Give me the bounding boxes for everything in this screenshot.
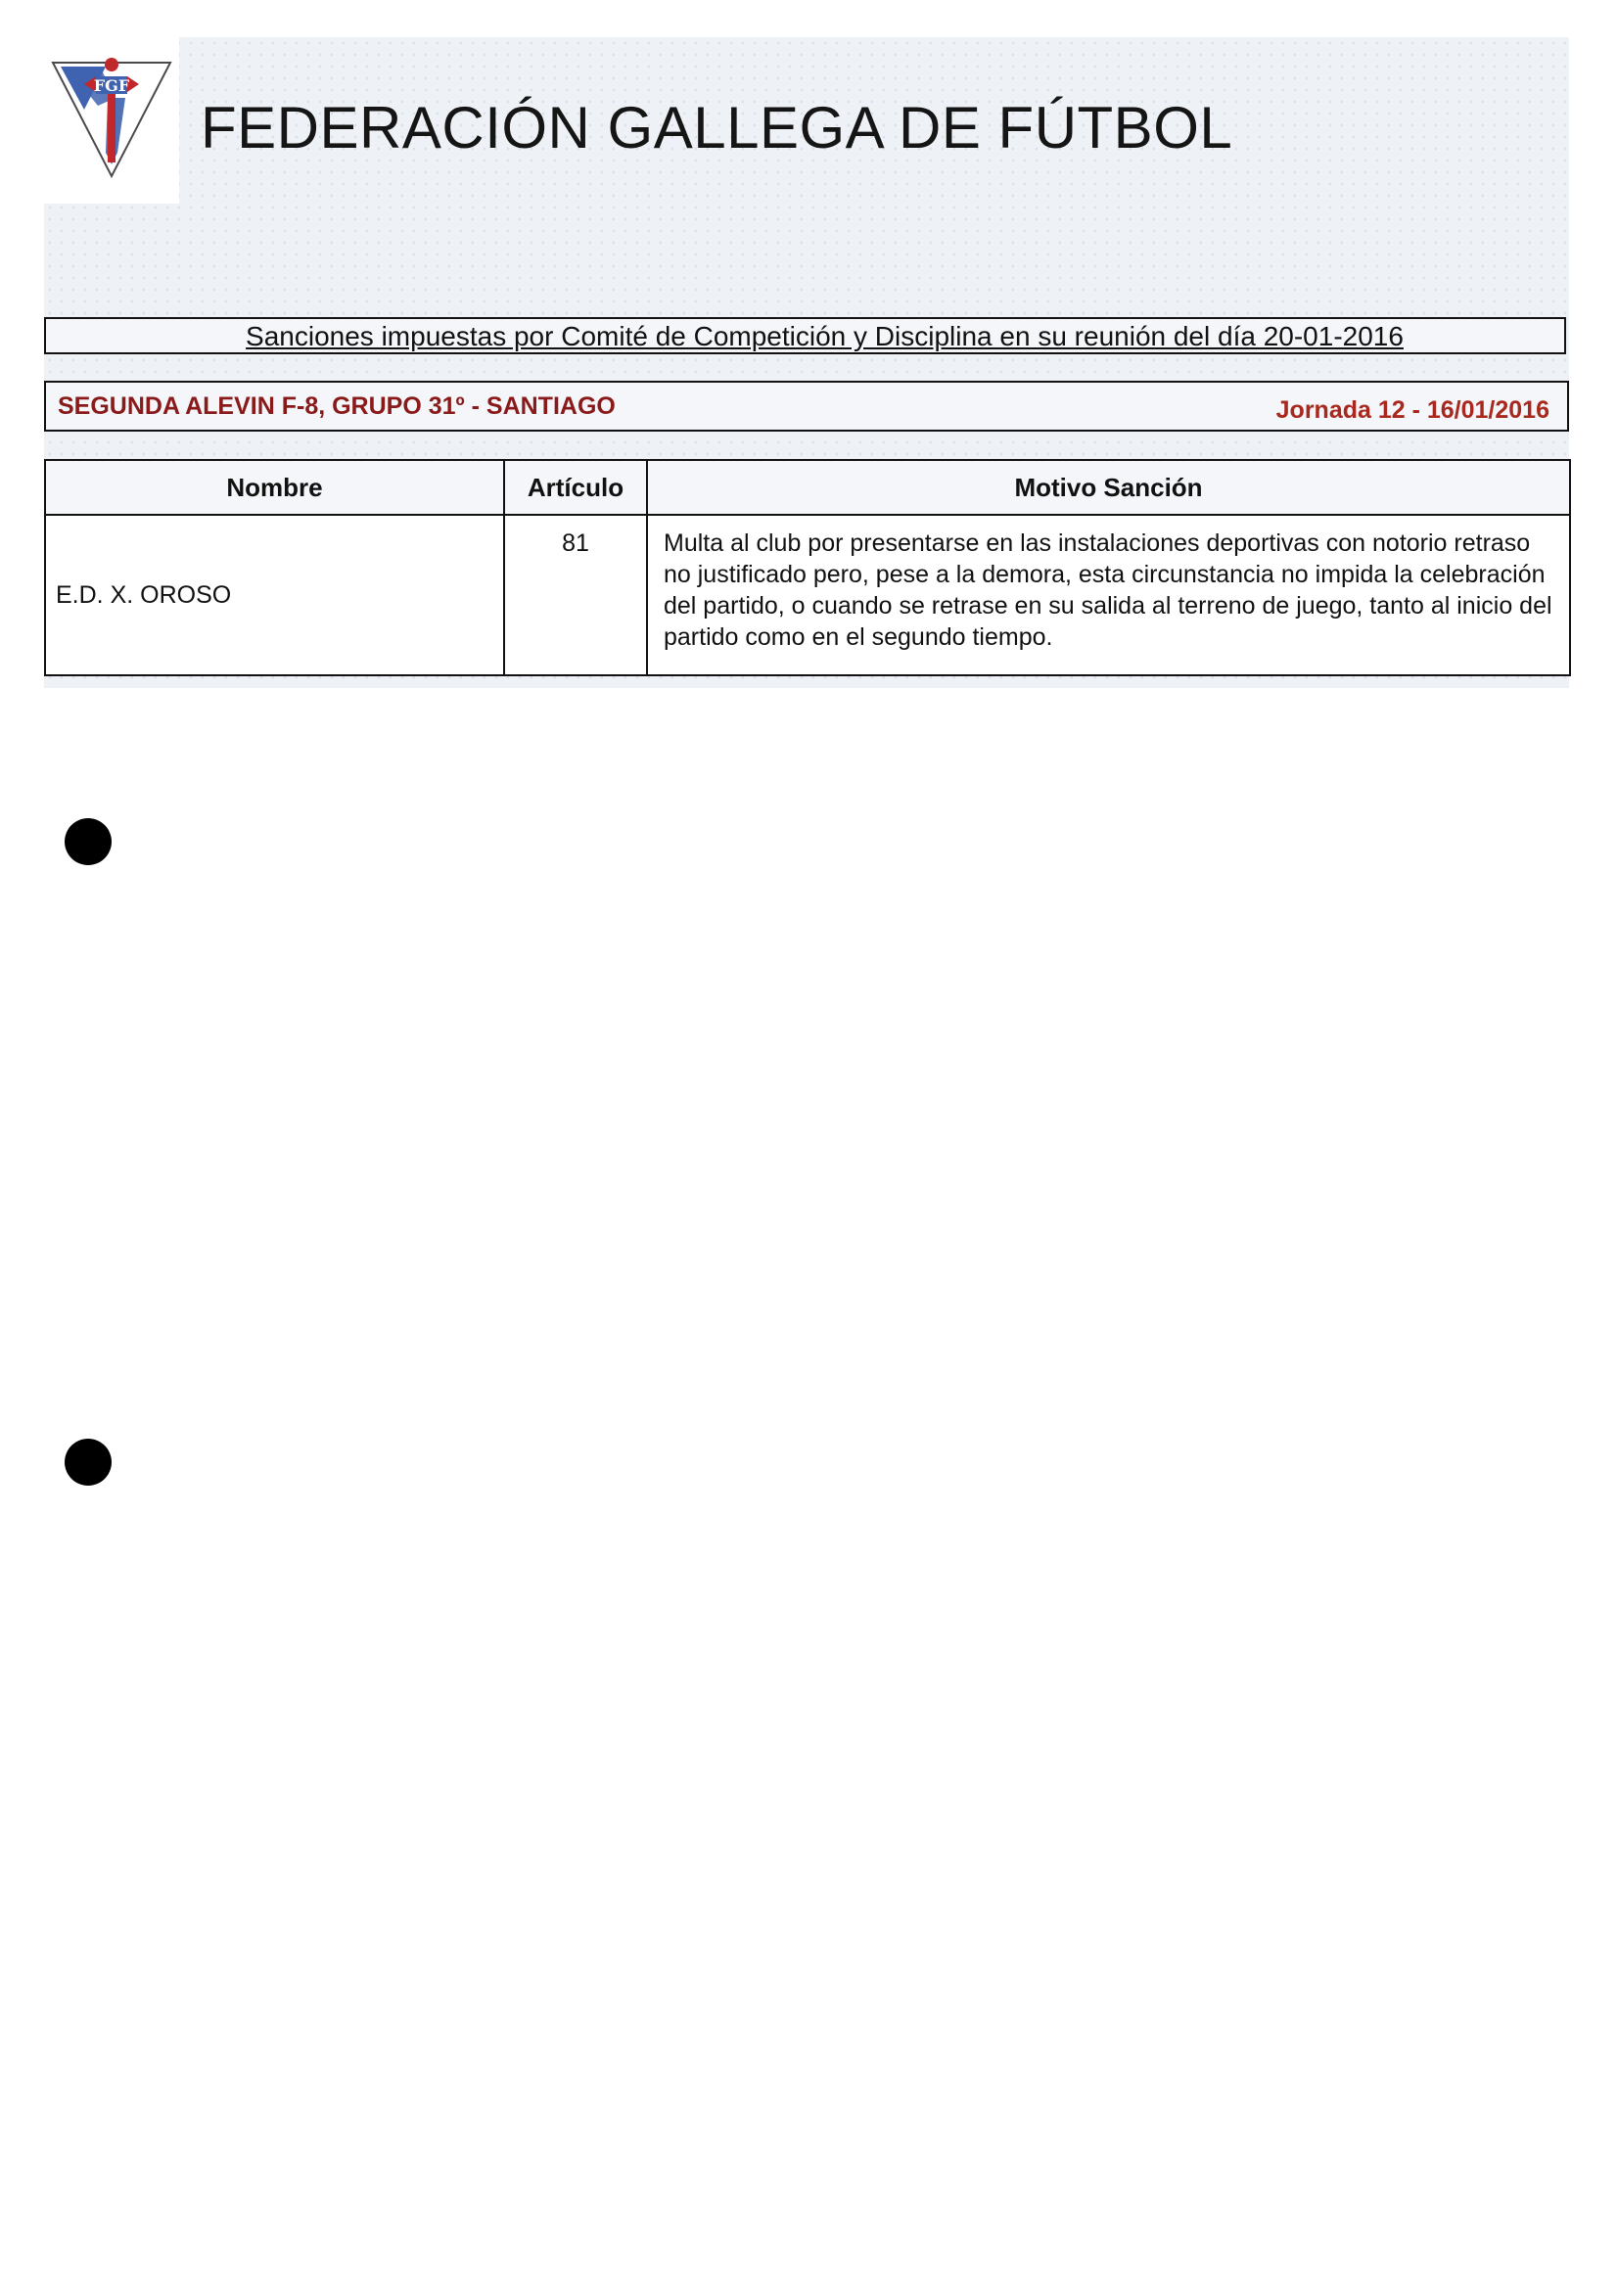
sanction-article-cell: 81	[504, 515, 647, 675]
punch-hole-bottom	[65, 1439, 112, 1486]
competition-bar	[44, 381, 1569, 432]
competition-name: SEGUNDA ALEVIN F-8, GRUPO 31º - SANTIAGO	[58, 392, 616, 420]
federation-title: FEDERACIÓN GALLEGA DE FÚTBOL	[201, 95, 1233, 161]
fgf-shield-logo	[47, 55, 176, 180]
punch-hole-top	[65, 818, 112, 865]
svg-text:FGF: FGF	[93, 76, 130, 95]
column-header-name: Nombre	[45, 460, 504, 515]
column-header-reason: Motivo Sanción	[647, 460, 1570, 515]
sanction-name-cell: E.D. X. OROSO	[45, 515, 504, 675]
column-header-article: Artículo	[504, 460, 647, 515]
sanctions-banner-text: Sanciones impuestas por Comité de Competición y Disciplina en su reunión del día 20-01-2016	[246, 321, 1404, 351]
sanction-reason-cell: Multa al club por presentarse en las instalaciones deportivas con notorio retraso no justificado pero, pese a la demora, esta circunstancia no impida la celebración del partido, o cuando se retrase en su salida al terreno de juego, tanto al inicio del partido como en el segundo tiempo.	[647, 515, 1570, 675]
sanctions-table	[44, 459, 1571, 676]
table-header-row	[45, 460, 1570, 515]
jornada-date: Jornada 12 - 16/01/2016	[1275, 396, 1549, 424]
table-row	[45, 515, 1570, 675]
sanctions-banner	[44, 317, 1566, 354]
